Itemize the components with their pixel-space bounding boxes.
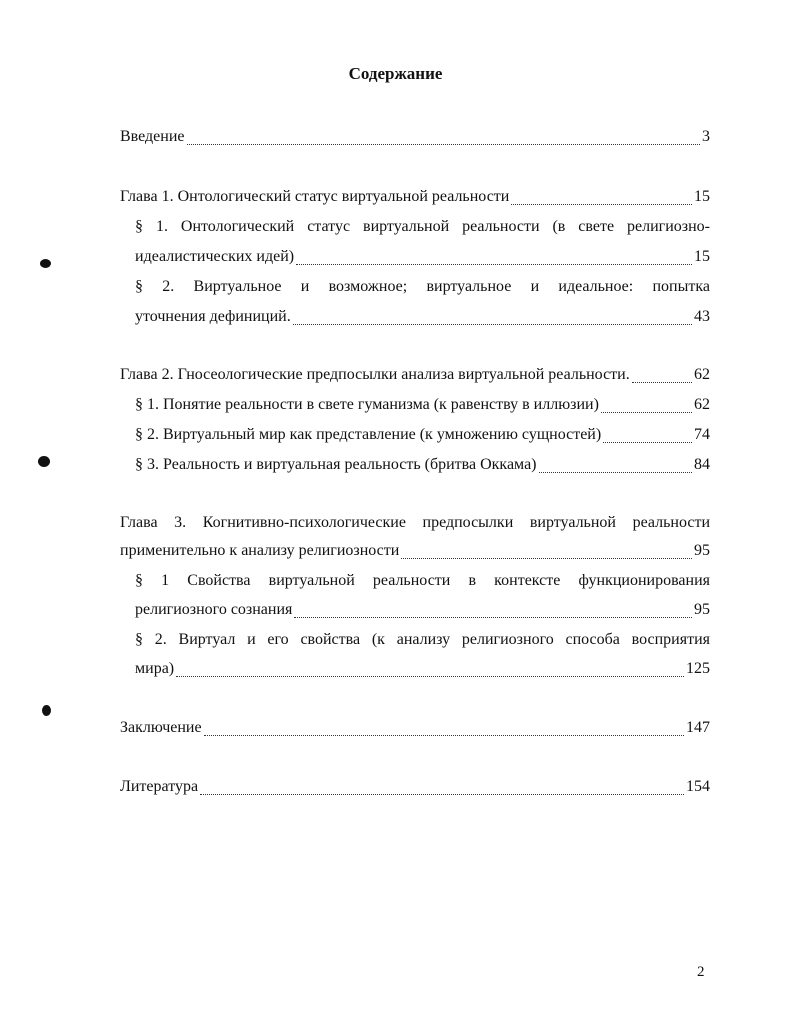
- toc-entry-chapter-3-line1[interactable]: [120, 514, 710, 536]
- toc-entry-page: 95: [694, 601, 710, 618]
- toc-entry-1-1-line2[interactable]: [135, 248, 710, 270]
- toc-entry-text: § 2. Виртуальное и возможное; виртуальное и идеальное: попытка: [135, 278, 710, 295]
- scan-blot: [38, 456, 50, 467]
- toc-entry-text: Литература: [120, 778, 199, 795]
- toc-entry-3-1-line1[interactable]: [135, 572, 710, 594]
- toc-entry-literature[interactable]: [120, 778, 710, 800]
- toc-entry-conclusion[interactable]: [120, 719, 710, 741]
- toc-entry-1-1-line1[interactable]: [135, 218, 710, 240]
- dot-leader: [539, 471, 693, 473]
- toc-entry-page: 74: [694, 426, 710, 443]
- toc-entry-text: § 2. Виртуальный мир как представление (к умножению сущностей): [135, 426, 602, 443]
- toc-entry-text: § 1 Свойства виртуальной реальности в контексте функционирования: [135, 572, 710, 589]
- scan-blot: [40, 259, 51, 268]
- toc-entry-text: уточнения дефиниций.: [135, 308, 291, 325]
- toc-entry-page: 84: [694, 456, 710, 473]
- toc-entry-text: Заключение: [120, 719, 202, 736]
- toc-entry-chapter-3-line2[interactable]: [120, 542, 710, 564]
- scan-blot: [42, 705, 51, 716]
- toc-entry-page: 15: [694, 188, 710, 205]
- toc-entry-page: 43: [694, 308, 710, 325]
- toc-entry-text: § 2. Виртуал и его свойства (к анализу религиозного способа восприятия: [135, 631, 710, 648]
- toc-entry-page: 15: [694, 248, 710, 265]
- dot-leader: [632, 381, 692, 383]
- toc-entry-text: применительно к анализу религиозности: [120, 542, 400, 559]
- dot-leader: [294, 616, 692, 618]
- toc-entry-introduction[interactable]: [120, 128, 710, 150]
- toc-entry-text: Глава 3. Когнитивно-психологические предпосылки виртуальной реальности: [120, 514, 710, 531]
- toc-entry-page: 125: [686, 660, 710, 677]
- dot-leader: [187, 143, 701, 145]
- dot-leader: [204, 734, 684, 736]
- toc-entry-3-1-line2[interactable]: [135, 601, 710, 623]
- toc-entry-text: Глава 2. Гносеологические предпосылки анализа виртуальной реальности.: [120, 366, 630, 383]
- toc-entry-text: религиозного сознания: [135, 601, 293, 618]
- dot-leader: [293, 323, 692, 325]
- toc-entry-2-1[interactable]: [135, 396, 710, 418]
- toc-entry-text: § 1. Понятие реальности в свете гуманизма (к равенству в иллюзии): [135, 396, 599, 413]
- toc-entry-text: Глава 1. Онтологический статус виртуальной реальности: [120, 188, 510, 205]
- toc-entry-text: Введение: [120, 128, 185, 145]
- dot-leader: [176, 675, 684, 677]
- page-number: 2: [697, 964, 705, 980]
- toc-entry-page: 3: [702, 128, 710, 145]
- toc-entry-page: 62: [694, 366, 710, 383]
- toc-entry-3-2-line2[interactable]: [135, 660, 710, 682]
- dot-leader: [401, 557, 692, 559]
- dot-leader: [200, 793, 684, 795]
- page-title: Содержание: [348, 64, 443, 83]
- dot-leader: [601, 411, 692, 413]
- toc-entry-page: 95: [694, 542, 710, 559]
- toc-entry-1-2-line2[interactable]: [135, 308, 710, 330]
- dot-leader: [603, 441, 692, 443]
- toc-entry-page: 147: [686, 719, 710, 736]
- toc-entry-text: мира): [135, 660, 175, 677]
- toc-entry-text: идеалистических идей): [135, 248, 295, 265]
- toc-entry-1-2-line1[interactable]: [135, 278, 710, 300]
- toc-entry-chapter-1[interactable]: [120, 188, 710, 210]
- toc-entry-chapter-2[interactable]: [120, 366, 710, 388]
- dot-leader: [511, 203, 692, 205]
- toc-entry-2-2[interactable]: [135, 426, 710, 448]
- toc-entry-2-3[interactable]: [135, 456, 710, 478]
- toc-entry-page: 62: [694, 396, 710, 413]
- toc-entry-page: 154: [686, 778, 710, 795]
- toc-entry-text: § 3. Реальность и виртуальная реальность (бритва Оккама): [135, 456, 537, 473]
- dot-leader: [296, 263, 692, 265]
- toc-entry-3-2-line1[interactable]: [135, 631, 710, 653]
- toc-entry-text: § 1. Онтологический статус виртуальной реальности (в свете религиозно-: [135, 218, 710, 235]
